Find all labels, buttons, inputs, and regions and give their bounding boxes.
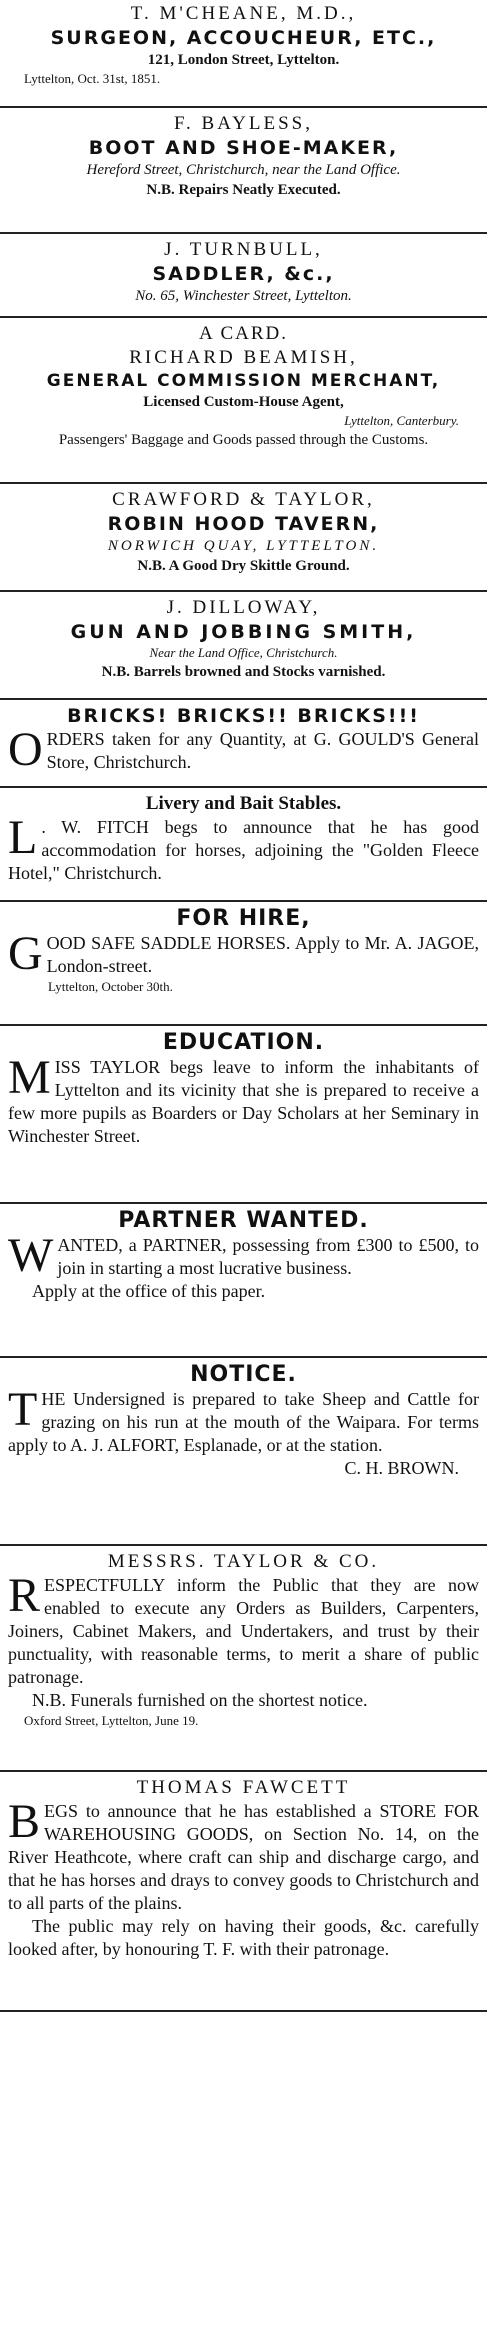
ad-title: Livery and Bait Stables. — [145, 793, 342, 814]
ad-date: Lyttelton, Oct. 31st, 1851. — [24, 71, 161, 86]
ad-profession: GUN AND JOBBING SMITH, — [70, 621, 417, 643]
ad-address: Near the Land Office, Christchurch. — [149, 645, 338, 660]
ad-title: A CARD. — [199, 323, 288, 344]
ad-bricks — [8, 704, 479, 774]
divider — [0, 1770, 487, 1772]
ad-body: RESPECTFULLY inform the Public that they are now enabled to execute any Orders as Builders, Carpenters, Joiners, Cabinet Makers, and Undertakers, and trust by their punctuality, with reasonable terms, to merit a share of public patronage. — [8, 1569, 479, 1687]
ad-address: Lyttelton, Canterbury. — [344, 413, 459, 428]
drop-cap: R — [8, 1569, 41, 1622]
ad-note: N.B. Funerals furnished on the shortest notice. — [32, 1690, 368, 1710]
drop-cap: O — [8, 723, 43, 776]
divider — [0, 482, 487, 484]
ad-title: BRICKS! BRICKS!! BRICKS!!! — [67, 705, 420, 727]
divider — [0, 900, 487, 902]
ad-beamish — [8, 322, 479, 450]
ad-name: CRAWFORD & TAYLOR, — [112, 489, 375, 510]
ad-name: RICHARD BEAMISH, — [129, 347, 358, 368]
divider — [0, 590, 487, 592]
ad-profession: GENERAL COMMISSION MERCHANT, — [46, 371, 441, 391]
divider — [0, 1544, 487, 1546]
ad-address: NORWICH QUAY, LYTTELTON. — [107, 538, 380, 554]
ad-name: T. M'CHEANE, M.D., — [130, 3, 357, 24]
ad-livery-stables — [8, 792, 479, 885]
ad-note: Passengers' Baggage and Goods passed through the Customs. — [58, 432, 429, 448]
ad-partner-wanted — [8, 1208, 479, 1303]
ad-note: N.B. Barrels browned and Stocks varnished. — [101, 664, 386, 680]
ad-note: The public may rely on having their goods, &c. carefully looked after, by honouring T. F. with their patronage. — [8, 1916, 479, 1959]
ad-bayless — [8, 112, 479, 200]
ad-title: MESSRS. TAYLOR & CO. — [107, 1551, 380, 1572]
ad-title: FOR HIRE, — [176, 906, 311, 931]
divider — [0, 2010, 487, 2012]
ad-notice — [8, 1362, 479, 1480]
divider — [0, 316, 487, 318]
divider — [0, 1202, 487, 1204]
divider — [0, 106, 487, 108]
divider — [0, 698, 487, 700]
ad-name: F. BAYLESS, — [173, 113, 313, 134]
ad-business: ROBIN HOOD TAVERN, — [107, 513, 380, 535]
divider — [0, 786, 487, 788]
ad-body: MISS TAYLOR begs leave to inform the inhabitants of Lyttelton and its vicinity that she is prepared to receive a few more pupils as Boarders or Day Scholars at her Seminary in Winchester Street. — [8, 1051, 479, 1146]
ad-crawford-taylor — [8, 488, 479, 576]
ad-address: No. 65, Winchester Street, Lyttelton. — [135, 288, 352, 304]
ad-title: PARTNER WANTED. — [118, 1208, 369, 1233]
ad-dilloway — [8, 596, 479, 682]
ad-body: THE Undersigned is prepared to take Sheep and Cattle for grazing on his run at the mouth of the Waipara. For terms apply to A. J. ALFORT, Esplanade, or at the station. — [8, 1383, 479, 1455]
ad-title: EDUCATION. — [162, 1030, 325, 1055]
ad-body: WANTED, a PARTNER, possessing from £300 to £500, to join in starting a most lucrative business. — [8, 1229, 479, 1282]
drop-cap: L — [8, 811, 38, 864]
ad-body: ORDERS taken for any Quantity, at G. GOULD'S General Store, Christchurch. — [8, 723, 479, 776]
ad-mcheane — [8, 2, 479, 88]
divider — [0, 232, 487, 234]
drop-cap: T — [8, 1383, 38, 1436]
ad-title: THOMAS FAWCETT — [136, 1777, 351, 1798]
ad-education — [8, 1030, 479, 1148]
ad-body: BEGS to announce that he has established a STORE FOR WAREHOUSING GOODS, on Section No. 14, on the River Heathcote, where craft can ship and discharge cargo, and that he has horses and drays to convey goods to Christchurch and to all parts of the plains. — [8, 1795, 479, 1913]
ad-turnbull — [8, 238, 479, 306]
ad-profession: BOOT AND SHOE-MAKER, — [88, 137, 399, 159]
ad-address: 121, London Street, Lyttelton. — [147, 52, 340, 68]
ad-signature: C. H. BROWN. — [344, 1458, 459, 1478]
ad-profession: SADDLER, &c., — [152, 263, 335, 285]
ad-address: Oxford Street, Lyttelton, June 19. — [24, 1713, 199, 1728]
ad-profession: SURGEON, ACCOUCHEUR, ETC., — [50, 27, 437, 49]
ad-title: NOTICE. — [190, 1362, 297, 1387]
ad-address: Hereford Street, Christchurch, near the Land Office. — [86, 162, 401, 178]
drop-cap: M — [8, 1051, 51, 1104]
ad-note: N.B. A Good Dry Skittle Ground. — [137, 558, 350, 574]
ad-fawcett — [8, 1776, 479, 1961]
ad-footer: Apply at the office of this paper. — [32, 1281, 266, 1301]
ad-body: GOOD SAFE SADDLE HORSES. Apply to Mr. A. JAGOE, London-street. — [8, 927, 479, 980]
ad-name: J. DILLOWAY, — [166, 597, 321, 618]
ad-note: N.B. Repairs Neatly Executed. — [146, 182, 341, 198]
ad-name: J. TURNBULL, — [164, 239, 323, 260]
divider — [0, 1024, 487, 1026]
ad-body: L . W. FITCH begs to announce that he has good accommodation for horses, adjoining the "Golden Fleece Hotel," Christchurch. — [8, 811, 479, 883]
divider — [0, 1356, 487, 1358]
drop-cap: W — [8, 1229, 54, 1282]
ad-for-hire — [8, 906, 479, 996]
ad-taylor-co — [8, 1550, 479, 1730]
drop-cap: B — [8, 1795, 41, 1848]
ad-subtitle: Licensed Custom-House Agent, — [143, 394, 344, 410]
ad-date: Lyttelton, October 30th. — [48, 979, 173, 994]
drop-cap: G — [8, 927, 43, 980]
